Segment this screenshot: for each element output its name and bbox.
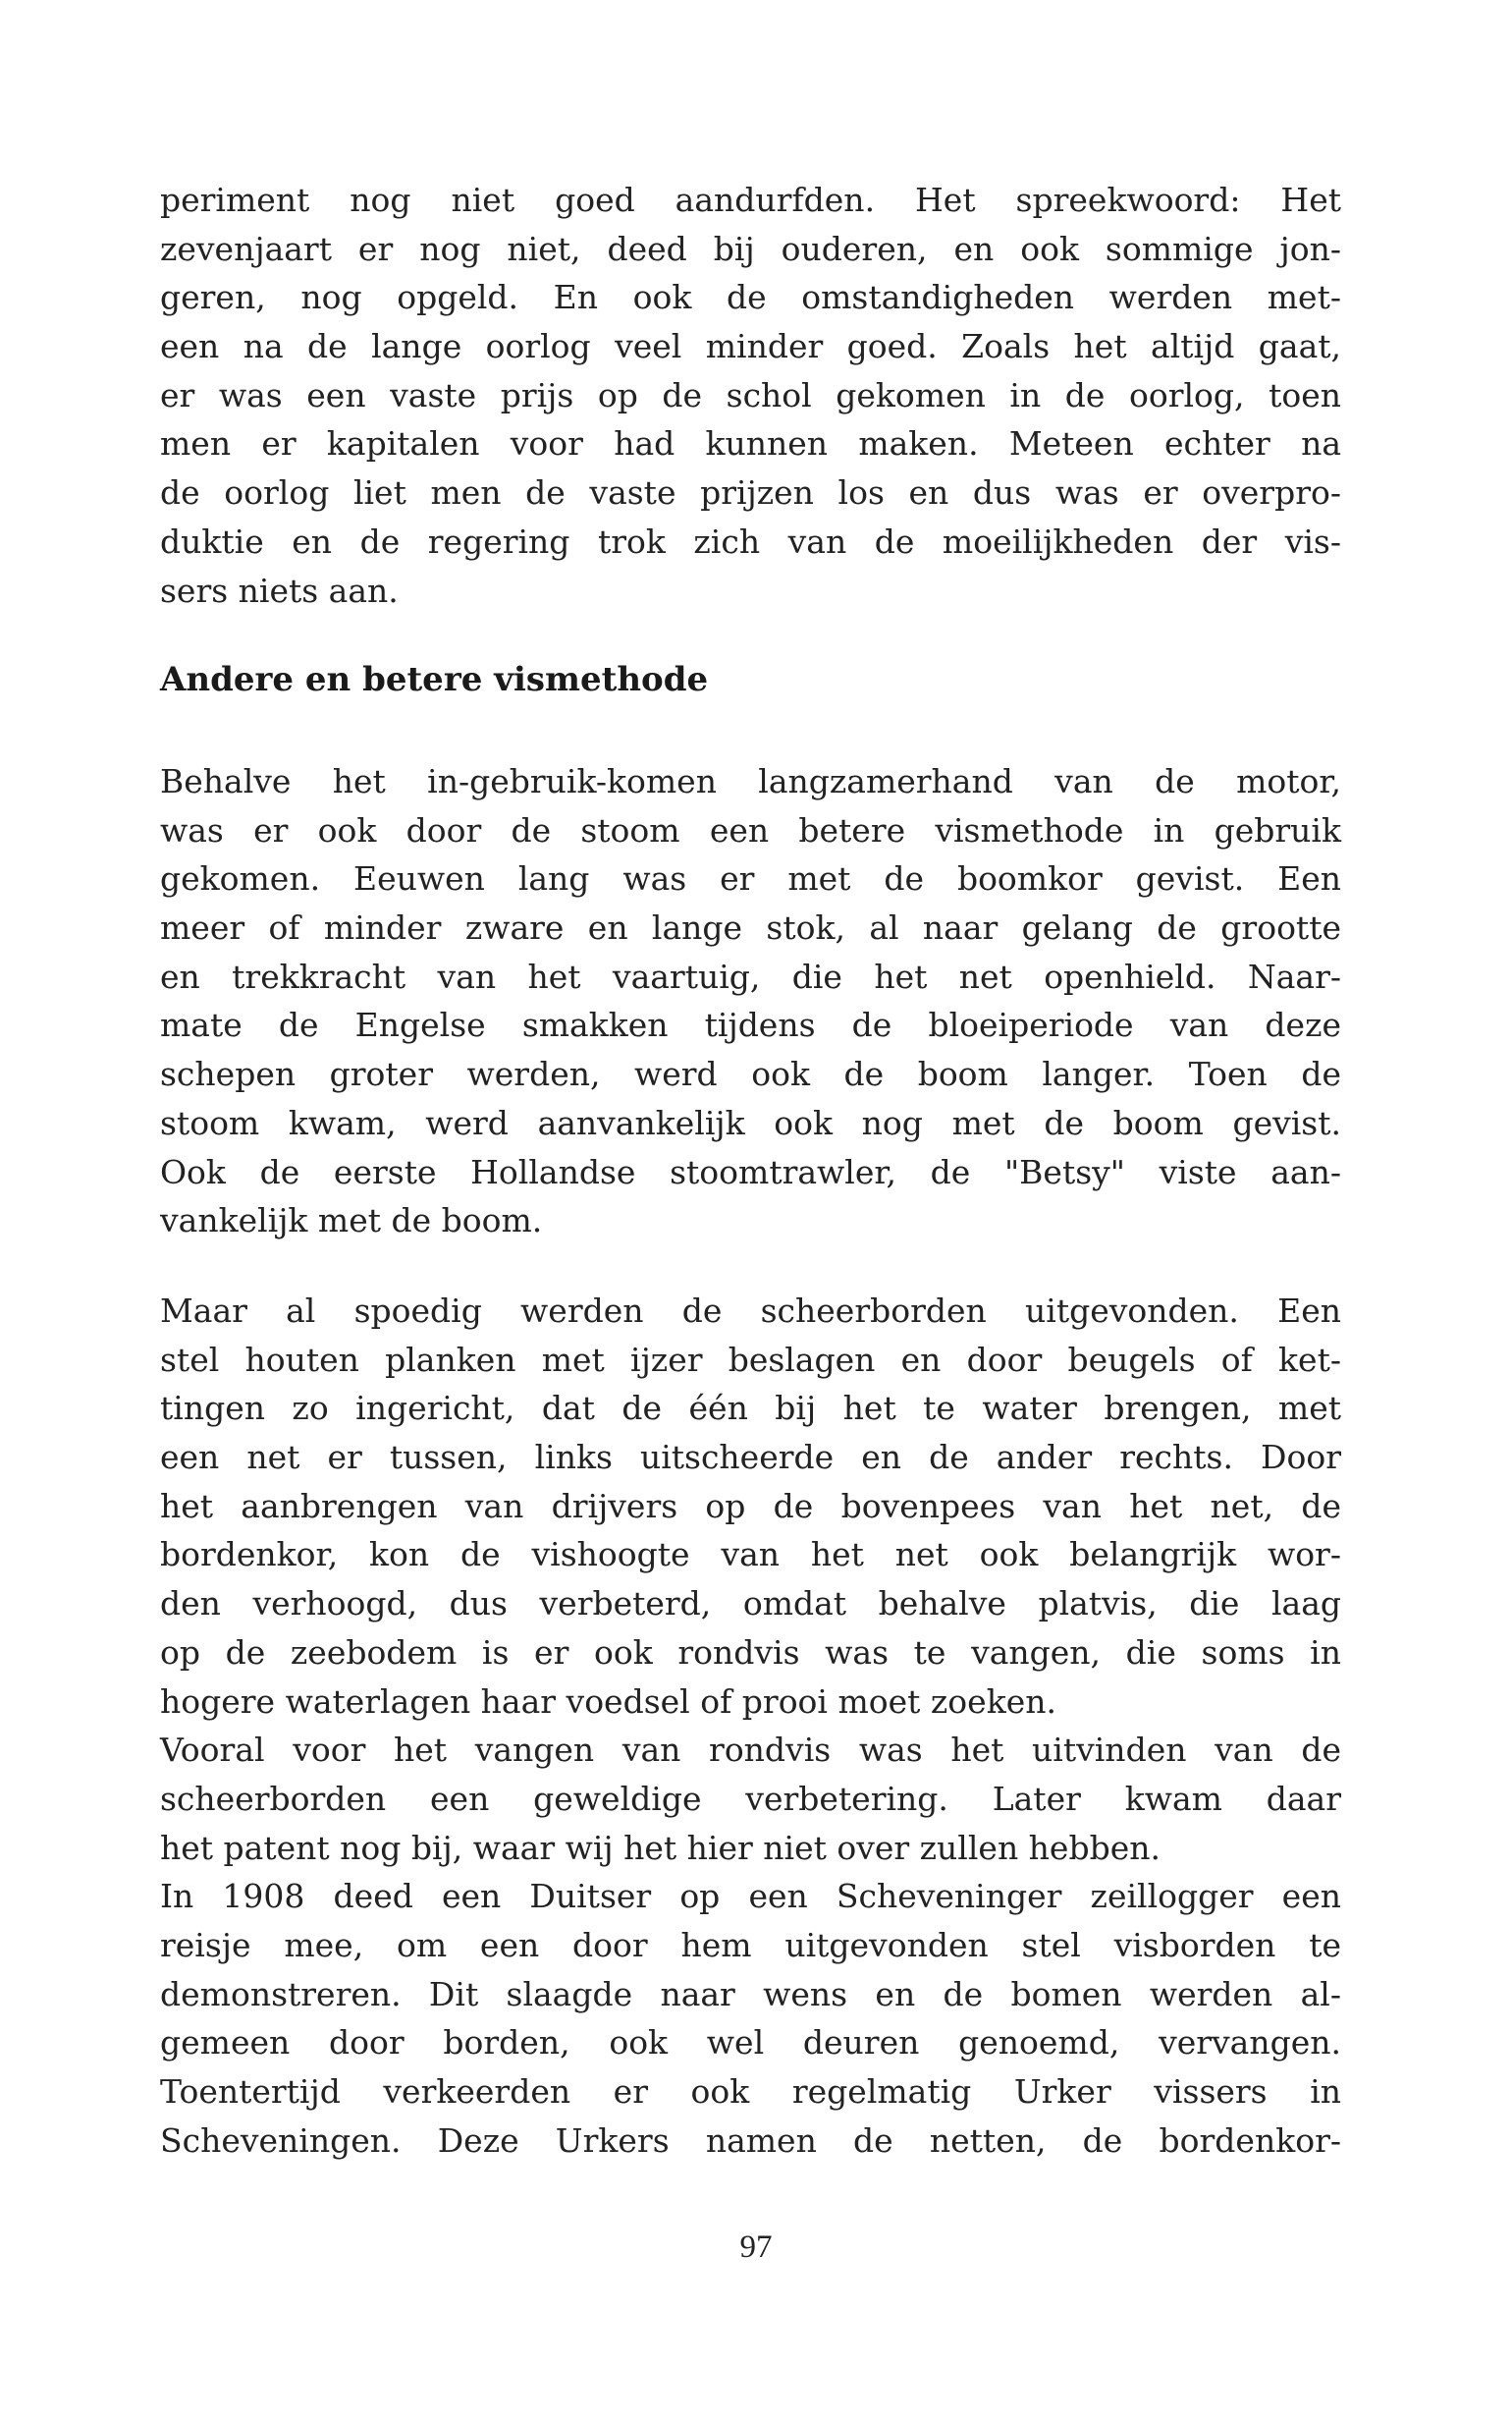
text-line: sers niets aan. (160, 571, 399, 610)
text-line: stel houten planken met ijzer beslagen en door beugels of ket- (160, 1340, 1341, 1379)
text-line: hogere waterlagen haar voedsel of prooi moet zoeken. (160, 1681, 1056, 1721)
text-line: reisje mee, om een door hem uitgevonden stel visborden te (160, 1925, 1341, 1964)
text-line: demonstreren. Dit slaagde naar wens en de bomen werden al- (160, 1974, 1341, 2013)
text-line: vankelijk met de boom. (160, 1201, 543, 1240)
text-line: periment nog niet goed aandurfden. Het spreekwoord: Het (160, 181, 1341, 219)
text-line: Scheveningen. Deze Urkers namen de netten, de bordenkor- (160, 2120, 1341, 2160)
text-line: was er ook door de stoom een betere vismethode in gebruik (160, 810, 1341, 850)
text-line: bordenkor, kon de vishoogte van het net ook belangrijk wor- (160, 1535, 1341, 1574)
text-line: en trekkracht van het vaartuig, die het net openhield. Naar- (160, 957, 1341, 996)
text-line: In 1908 deed een Duitser op een Scheveninger zeillogger een (160, 1877, 1341, 1916)
text-line: geren, nog opgeld. En ook de omstandigheden werden met- (160, 278, 1341, 317)
text-line: scheerborden een geweldige verbetering. Later kwam daar (160, 1779, 1341, 1818)
text-line: men er kapitalen voor had kunnen maken. Meteen echter na (160, 424, 1341, 464)
text-line: Toentertijd verkeerden er ook regelmatig Urker vissers in (160, 2072, 1341, 2111)
text-line: er was een vaste prijs op de schol gekomen in de oorlog, toen (160, 375, 1341, 414)
text-line: mate de Engelse smakken tijdens de bloeiperiode van deze (160, 1006, 1341, 1045)
text-line: den verhoogd, dus verbeterd, omdat behalve platvis, die laag (160, 1584, 1341, 1623)
text-line: tingen zo ingericht, dat de één bij het te water brengen, met (160, 1389, 1341, 1428)
paragraph-2 (160, 757, 1341, 1245)
text-line: Maar al spoedig werden de scheerborden uitgevonden. Een (160, 1292, 1341, 1330)
text-line: het aanbrengen van drijvers op de bovenpees van het net, de (160, 1486, 1341, 1525)
text-line: gekomen. Eeuwen lang was er met de boomkor gevist. Een (160, 859, 1341, 899)
section-heading: Andere en betere vismethode (160, 660, 709, 699)
text-line: Vooral voor het vangen van rondvis was het uitvinden van de (160, 1731, 1341, 1770)
text-line: de oorlog liet men de vaste prijzen los en dus was er overpro- (160, 473, 1341, 513)
text-line: een na de lange oorlog veel minder goed. Zoals het altijd gaat, (160, 327, 1341, 366)
text-line: het patent nog bij, waar wij het hier niet over zullen hebben. (160, 1828, 1161, 1867)
text-line: meer of minder zware en lange stok, al naar gelang de grootte (160, 908, 1341, 948)
text-line: zevenjaart er nog niet, deed bij ouderen, en ook sommige jon- (160, 229, 1341, 268)
paragraph-1 (160, 176, 1341, 615)
page-number: 97 (739, 2229, 773, 2265)
text-line: stoom kwam, werd aanvankelijk ook nog met de boom gevist. (160, 1103, 1341, 1142)
paragraph-3 (160, 1287, 1341, 2165)
text-line: Behalve het in-gebruik-komen langzamerhand van de motor, (160, 762, 1341, 800)
text-line: duktie en de regering trok zich van de moeilijkheden der vis- (160, 522, 1341, 561)
text-line: een net er tussen, links uitscheerde en de ander rechts. Door (160, 1438, 1341, 1477)
text-line: op de zeebodem is er ook rondvis was te vangen, die soms in (160, 1632, 1341, 1672)
text-line: schepen groter werden, werd ook de boom langer. Toen de (160, 1055, 1341, 1094)
text-line: gemeen door borden, ook wel deuren genoemd, vervangen. (160, 2023, 1341, 2062)
text-line: Ook de eerste Hollandse stoomtrawler, de "Betsy" viste aan- (160, 1152, 1341, 1191)
